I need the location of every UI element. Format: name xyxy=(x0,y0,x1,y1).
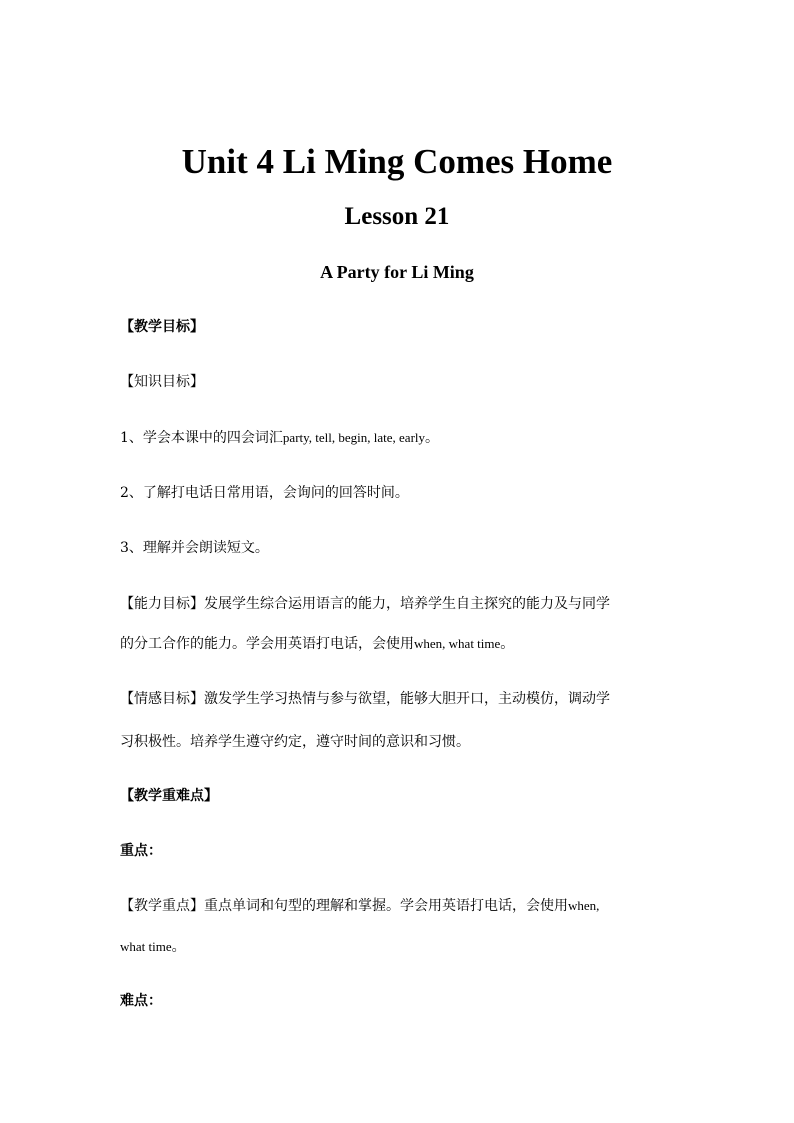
knowledge-goals-heading: 【知识目标】 xyxy=(120,374,204,390)
key-points-line-2-end: 。 xyxy=(171,939,186,955)
key-points-line-2 xyxy=(120,936,680,958)
key-points-line-1-words: when, xyxy=(568,898,600,913)
ability-goals-line-2-text: 的分工合作的能力。学会用英语打电话，会使用 xyxy=(120,636,414,652)
lesson-number: Lesson 21 xyxy=(344,203,450,230)
knowledge-item-3: 3、理解并会朗读短文。 xyxy=(120,540,269,556)
key-points-line-1-text: 【教学重点】重点单词和句型的理解和掌握。学会用英语打电话，会使用 xyxy=(120,898,568,914)
knowledge-item-1-words: party, tell, begin, late, early xyxy=(282,430,426,445)
teaching-goals-heading: 【教学目标】 xyxy=(120,319,204,335)
knowledge-item-2: 2、了解打电话日常用语，会询问的回答时间。 xyxy=(120,485,409,501)
key-points-line-2-words: what time xyxy=(120,939,172,954)
ability-goals-line-2-end: 。 xyxy=(500,636,515,652)
difficult-points-label: 难点： xyxy=(120,993,162,1009)
ability-goals-line-2 xyxy=(120,633,680,655)
knowledge-item-1-text: 1、学会本课中的四会词汇 xyxy=(120,430,283,446)
key-points-line-1 xyxy=(120,895,680,917)
knowledge-item-1 xyxy=(120,427,680,449)
emotion-goals-line-1: 【情感目标】激发学生学习热情与参与欲望，能够大胆开口，主动模仿，调动学 xyxy=(120,691,610,707)
emotion-goals-line-2: 习积极性。培养学生遵守约定，遵守时间的意识和习惯。 xyxy=(120,734,470,750)
lesson-title: A Party for Li Ming xyxy=(320,262,474,282)
knowledge-item-1-end: 。 xyxy=(425,430,440,446)
ability-goals-line-2-words: when, what time xyxy=(414,636,501,651)
ability-goals-line-1: 【能力目标】发展学生综合运用语言的能力，培养学生自主探究的能力及与同学 xyxy=(120,596,610,612)
key-points-label: 重点： xyxy=(120,843,162,859)
document-title: Unit 4 Li Ming Comes Home xyxy=(181,142,613,181)
key-difficult-heading: 【教学重难点】 xyxy=(120,788,218,804)
